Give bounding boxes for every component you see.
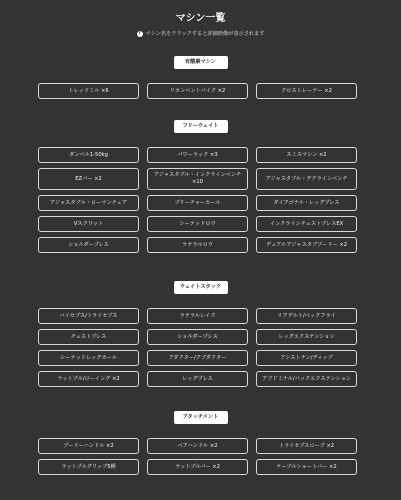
section-title: アタッチメント (174, 411, 228, 424)
machine-button[interactable]: ラットプルグリップ5種 (38, 459, 139, 475)
machine-grid (38, 83, 330, 99)
hint-text: マシン名をクリックすると詳細画像が表示されます (145, 31, 265, 37)
machine-button[interactable]: アジャスタブル・インクラインベンチ ×10 (147, 168, 248, 190)
section-title: フリーウェイト (174, 120, 228, 133)
machine-button[interactable]: アシストチン/ディップ (256, 350, 357, 366)
machine-button[interactable]: ラテラルレイズ (147, 308, 248, 324)
machine-button[interactable]: ショルダープレス (38, 237, 139, 253)
machine-button[interactable]: ラットプル/ローイング ×2 (38, 371, 139, 387)
machine-button[interactable]: アダクター/アブダクター (147, 350, 248, 366)
section-weight-stack (0, 281, 401, 382)
machine-button[interactable]: チェストプレス (38, 329, 139, 345)
machine-button[interactable]: EZバー ×2 (38, 168, 139, 190)
machine-button[interactable]: アジャスタブル・デクラインベンチ (256, 168, 357, 190)
machine-button[interactable]: デュアルアジャスタブプーリー ×2 (256, 237, 357, 253)
section-free-weight (0, 120, 401, 248)
machine-button[interactable]: レッグエクステンション (256, 329, 357, 345)
machine-button[interactable]: リアデルト/ペックフライ (256, 308, 357, 324)
help-icon: ? (138, 31, 141, 36)
machine-button[interactable]: ケーブルショートバー ×2 (256, 459, 357, 475)
section-attachment (0, 411, 401, 470)
machine-button[interactable]: リカンベントバイク ×2 (147, 83, 248, 99)
machine-button[interactable]: スミスマシン ×2 (256, 147, 357, 163)
machine-button[interactable]: クロストレーナー ×2 (256, 83, 357, 99)
page-title: マシン一覧 (175, 13, 226, 24)
machine-button[interactable]: バイセプス/トライセプス (38, 308, 139, 324)
machine-button[interactable]: ペアハンドル ×2 (147, 438, 248, 454)
machine-button[interactable]: シーテッドレッグカール (38, 350, 139, 366)
machine-button[interactable]: ダイアゴナル・レッグプレス (256, 195, 357, 211)
machine-button[interactable]: Vスクワット (38, 216, 139, 232)
machine-button[interactable]: レッグプレス (147, 371, 248, 387)
machine-button[interactable]: プリーチャーカール (147, 195, 248, 211)
machine-button[interactable]: ラテラルロウ (147, 237, 248, 253)
section-title: 有酸素マシン (174, 56, 228, 69)
machine-button[interactable]: ラットプルバー ×2 (147, 459, 248, 475)
machine-grid (38, 308, 351, 387)
machine-grid (38, 147, 348, 253)
hint (0, 30, 401, 37)
machine-button[interactable]: パワーラック ×3 (147, 147, 248, 163)
machine-button[interactable]: トレッドミル ×6 (38, 83, 139, 99)
machine-button[interactable]: アブドミナル/バックエクステンション (256, 371, 357, 387)
machine-button[interactable]: ショルダープレス (147, 329, 248, 345)
machine-grid (38, 438, 337, 475)
machine-button[interactable]: シーテッドロウ (147, 216, 248, 232)
machine-button[interactable]: プーリーハンドル ×2 (38, 438, 139, 454)
machine-button[interactable]: アジャスタブル・ローマンチェア (38, 195, 139, 211)
machine-button[interactable]: ダンベル1-50kg (38, 147, 139, 163)
section-title: ウェイトスタック (174, 281, 228, 294)
machine-button[interactable]: トライセプスロープ ×2 (256, 438, 357, 454)
machine-button[interactable]: インクラインチェストプレスEX (256, 216, 357, 232)
section-cardio (0, 56, 401, 94)
